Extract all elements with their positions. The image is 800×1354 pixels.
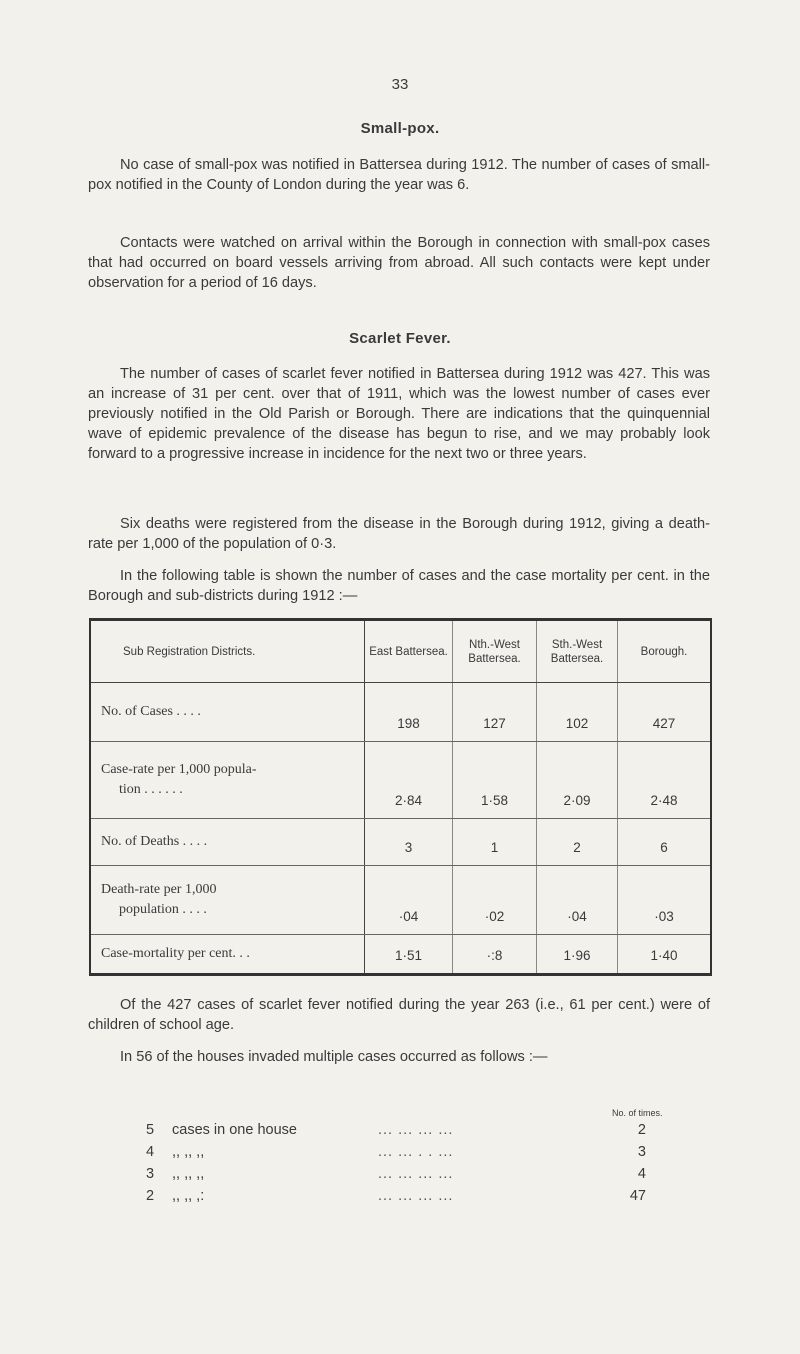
table-cell: 2·09 [537,742,618,819]
list-item-leader: ... ... ... ... [378,1166,454,1182]
multiple-cases-paragraph: In 56 of the houses invaded multiple cases occurred as follows :— [120,1049,548,1065]
row-label: No. of Cases . . . . [91,683,365,742]
list-item [146,1166,666,1186]
table-cell: 6 [618,819,711,866]
table-cell: ·:8 [453,935,537,974]
list-item-value: 3 [637,1144,646,1160]
scarlet-fever-paragraph-1: The number of cases of scarlet fever notified in Battersea during 1912 was 427. This was an increase of 31 per cent. over that of 1911, which was the lowest number of cases ever previously notified in the Old Parish or Borough. There are indications that the quinquennial wave of epidemic prevalence of the disease has begun to rise, and we may probably look forward to a progressive increase in incidence for the next two or three years. [88,366,710,462]
table-cell: 2 [537,819,618,866]
table-cell: ·04 [537,866,618,935]
table-header: Sub Registration Districts. [91,621,365,683]
list-item [146,1188,666,1208]
list-item-leader: ... ... ... ... [378,1188,454,1204]
table-cell: 1·96 [537,935,618,974]
table-row [91,935,710,974]
list-item-text: ,, ,, ,, [172,1144,205,1160]
table-row [91,866,710,935]
list-item-count: 4 [146,1144,155,1160]
list-item-leader: ... ... . . ... [378,1144,454,1160]
table-header: East Battersea. [365,621,453,683]
smallpox-heading: Small-pox. [360,120,440,137]
table-header-row [91,621,710,683]
scarlet-fever-table [89,618,712,976]
table-row [91,742,710,819]
scarlet-fever-paragraph-2: Six deaths were registered from the disease in the Borough during 1912, giving a death-rate per 1,000 of the population of 0·3. [88,516,710,552]
table-cell: 1·58 [453,742,537,819]
table-cell: ·03 [618,866,711,935]
table-cell: ·02 [453,866,537,935]
scarlet-fever-paragraph-3: In the following table is shown the number of cases and the case mortality per cent. in the Borough and sub-districts during 1912 :— [88,568,710,604]
table-cell: 102 [537,683,618,742]
list-item-value: 2 [637,1122,646,1138]
row-label: No. of Deaths . . . . [91,819,365,866]
table-row [91,683,710,742]
row-label: Case-mortality per cent. . . [91,935,365,974]
smallpox-paragraph-2: Contacts were watched on arrival within the Borough in connection with small-pox cases that had occurred on board vessels arriving from abroad. All such contacts were kept under observation for a period of 16 days. [88,235,710,291]
list-item-count: 2 [146,1188,155,1204]
list-item-text: cases in one house [172,1122,297,1138]
list-item-text: ,, ,, ,: [172,1188,205,1204]
list-item-count: 3 [146,1166,155,1182]
list-item-count: 5 [146,1122,155,1138]
table-cell: 2·48 [618,742,711,819]
smallpox-paragraph-1: No case of small-pox was notified in Battersea during 1912. The number of cases of small-pox notified in the County of London during the year was 6. [88,157,710,193]
list-item-text: ,, ,, ,, [172,1166,205,1182]
list-item-leader: ... ... ... ... [378,1122,454,1138]
table-row [91,819,710,866]
table-cell: 1 [453,819,537,866]
row-label: Death-rate per 1,000 population . . . . [91,866,365,935]
list-item [146,1122,666,1142]
list-item-value: 47 [629,1188,646,1204]
table-cell: 2·84 [365,742,453,819]
table-cell: 1·51 [365,935,453,974]
table-cell: 3 [365,819,453,866]
school-age-paragraph: Of the 427 cases of scarlet fever notified during the year 263 (i.e., 61 per cent.) were of children of school age. [88,997,710,1033]
page-number: 33 [391,76,409,93]
scarlet-fever-heading: Scarlet Fever. [349,330,451,347]
table-header: Sth.-West Battersea. [537,621,618,683]
list-item [146,1144,666,1164]
column-heading: No. of times. [612,1108,663,1118]
table-cell: 198 [365,683,453,742]
table-header: Nth.-West Battersea. [453,621,537,683]
list-item-value: 4 [637,1166,646,1182]
row-label: Case-rate per 1,000 popula- tion . . . . . . [91,742,365,819]
table-cell: 127 [453,683,537,742]
table-cell: 427 [618,683,711,742]
table-cell: 1·40 [650,948,678,963]
table-header: Borough. [618,621,711,683]
table-cell: ·04 [365,866,453,935]
